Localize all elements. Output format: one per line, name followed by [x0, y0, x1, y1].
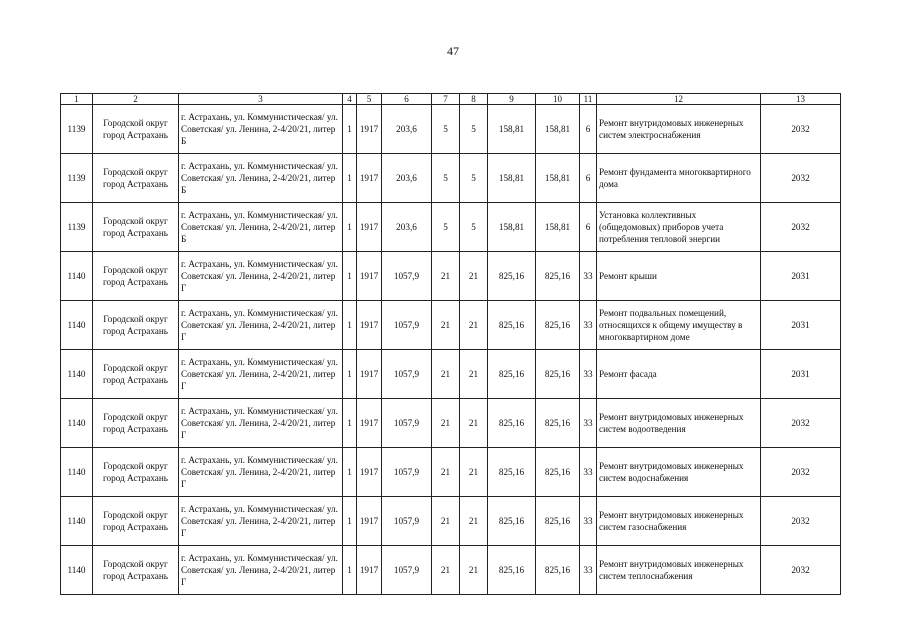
- table-cell: 21: [432, 399, 460, 448]
- table-cell: 825,16: [488, 301, 536, 350]
- table-cell: 21: [432, 497, 460, 546]
- table-cell: 1917: [357, 448, 382, 497]
- table-cell: Городской округ город Астрахань: [93, 252, 179, 301]
- table-cell: 1057,9: [382, 399, 432, 448]
- table-cell: 21: [460, 350, 488, 399]
- table-cell: 1917: [357, 497, 382, 546]
- column-header: 9: [488, 94, 536, 105]
- table-row: [61, 252, 841, 301]
- table-cell: 21: [432, 301, 460, 350]
- table-cell: 6: [580, 105, 597, 154]
- table-cell: 825,16: [488, 497, 536, 546]
- table-cell: Городской округ город Астрахань: [93, 497, 179, 546]
- table-cell: г. Астрахань, ул. Коммунистическая/ ул. Советская/ ул. Ленина, 2-4/20/21, литер Г: [179, 448, 343, 497]
- header-row: [61, 94, 841, 105]
- table-cell: 1: [343, 546, 357, 595]
- table-cell: 158,81: [488, 105, 536, 154]
- table-cell: 825,16: [488, 448, 536, 497]
- table-cell: 1917: [357, 154, 382, 203]
- table-cell: Ремонт крыши: [597, 252, 761, 301]
- table-cell: 21: [460, 252, 488, 301]
- table-cell: 33: [580, 301, 597, 350]
- table-cell: 2031: [761, 350, 841, 399]
- table-cell: 1140: [61, 350, 93, 399]
- table-cell: 825,16: [536, 350, 580, 399]
- table-cell: 21: [432, 546, 460, 595]
- table-cell: Городской округ город Астрахань: [93, 105, 179, 154]
- table-cell: Ремонт внутридомовых инженерных систем теплоснабжения: [597, 546, 761, 595]
- table-cell: 1917: [357, 301, 382, 350]
- table-cell: Ремонт внутридомовых инженерных систем водоснабжения: [597, 448, 761, 497]
- table-cell: г. Астрахань, ул. Коммунистическая/ ул. Советская/ ул. Ленина, 2-4/20/21, литер Б: [179, 154, 343, 203]
- table-row: [61, 301, 841, 350]
- table-cell: г. Астрахань, ул. Коммунистическая/ ул. Советская/ ул. Ленина, 2-4/20/21, литер Г: [179, 497, 343, 546]
- table-cell: 33: [580, 448, 597, 497]
- table-cell: 1057,9: [382, 546, 432, 595]
- table-cell: Ремонт фасада: [597, 350, 761, 399]
- table-cell: 1057,9: [382, 497, 432, 546]
- table-cell: 1: [343, 105, 357, 154]
- table-cell: 2032: [761, 546, 841, 595]
- page-number: 47: [447, 44, 459, 58]
- column-header: 13: [761, 94, 841, 105]
- table-cell: Установка коллективных (общедомовых) приборов учета потребления тепловой энергии: [597, 203, 761, 252]
- table-row: [61, 350, 841, 399]
- table-cell: г. Астрахань, ул. Коммунистическая/ ул. Советская/ ул. Ленина, 2-4/20/21, литер Г: [179, 546, 343, 595]
- column-header: 1: [61, 94, 93, 105]
- table-cell: 1: [343, 154, 357, 203]
- table-cell: 1: [343, 448, 357, 497]
- table-cell: 825,16: [488, 399, 536, 448]
- table-cell: Ремонт подвальных помещений, относящихся к общему имуществу в многоквартирном доме: [597, 301, 761, 350]
- table-row: [61, 203, 841, 252]
- table-cell: 21: [460, 448, 488, 497]
- table-cell: 203,6: [382, 203, 432, 252]
- table-cell: г. Астрахань, ул. Коммунистическая/ ул. Советская/ ул. Ленина, 2-4/20/21, литер Г: [179, 350, 343, 399]
- table-cell: 203,6: [382, 105, 432, 154]
- table-cell: 1: [343, 252, 357, 301]
- table-cell: г. Астрахань, ул. Коммунистическая/ ул. Советская/ ул. Ленина, 2-4/20/21, литер Б: [179, 203, 343, 252]
- column-header: 3: [179, 94, 343, 105]
- table-cell: 825,16: [536, 399, 580, 448]
- table-cell: 1139: [61, 105, 93, 154]
- table-cell: 2032: [761, 105, 841, 154]
- table-cell: 1139: [61, 203, 93, 252]
- table-cell: 6: [580, 203, 597, 252]
- table-cell: 825,16: [536, 448, 580, 497]
- table-cell: Ремонт внутридомовых инженерных систем водоотведения: [597, 399, 761, 448]
- table-body: [61, 105, 841, 595]
- table-cell: 33: [580, 497, 597, 546]
- table-cell: 1: [343, 203, 357, 252]
- table-cell: 1: [343, 301, 357, 350]
- table-cell: 1917: [357, 350, 382, 399]
- column-header: 5: [357, 94, 382, 105]
- table-cell: 1917: [357, 203, 382, 252]
- table-cell: Городской округ город Астрахань: [93, 448, 179, 497]
- column-header: 2: [93, 94, 179, 105]
- table-cell: 1057,9: [382, 350, 432, 399]
- table-cell: 2032: [761, 448, 841, 497]
- table-cell: 2032: [761, 154, 841, 203]
- table-cell: Ремонт внутридомовых инженерных систем газоснабжения: [597, 497, 761, 546]
- table-cell: 1140: [61, 546, 93, 595]
- column-header: 11: [580, 94, 597, 105]
- table-cell: Городской округ город Астрахань: [93, 301, 179, 350]
- table-row: [61, 399, 841, 448]
- table-cell: 825,16: [488, 252, 536, 301]
- table-cell: 158,81: [536, 154, 580, 203]
- table-cell: 33: [580, 546, 597, 595]
- table-cell: 825,16: [536, 546, 580, 595]
- table-cell: 158,81: [488, 154, 536, 203]
- table-cell: 21: [460, 301, 488, 350]
- table-cell: 1140: [61, 399, 93, 448]
- table-cell: 158,81: [536, 203, 580, 252]
- column-header: 12: [597, 94, 761, 105]
- table-cell: 2031: [761, 301, 841, 350]
- table-cell: 825,16: [536, 252, 580, 301]
- table-cell: 33: [580, 350, 597, 399]
- table-cell: 1140: [61, 301, 93, 350]
- table-cell: 2032: [761, 203, 841, 252]
- table-cell: Городской округ город Астрахань: [93, 350, 179, 399]
- table-cell: 825,16: [536, 497, 580, 546]
- table-cell: Ремонт фундамента многоквартирного дома: [597, 154, 761, 203]
- table-cell: 1917: [357, 546, 382, 595]
- table-cell: 1917: [357, 105, 382, 154]
- table-cell: 5: [432, 154, 460, 203]
- table-cell: г. Астрахань, ул. Коммунистическая/ ул. Советская/ ул. Ленина, 2-4/20/21, литер Г: [179, 399, 343, 448]
- table-cell: Городской округ город Астрахань: [93, 546, 179, 595]
- table-row: [61, 546, 841, 595]
- table-cell: 2032: [761, 497, 841, 546]
- table-cell: 1140: [61, 252, 93, 301]
- table-cell: 1057,9: [382, 252, 432, 301]
- table-row: [61, 497, 841, 546]
- table-cell: 2031: [761, 252, 841, 301]
- table-cell: 1057,9: [382, 301, 432, 350]
- table-cell: 203,6: [382, 154, 432, 203]
- table-cell: г. Астрахань, ул. Коммунистическая/ ул. Советская/ ул. Ленина, 2-4/20/21, литер Г: [179, 301, 343, 350]
- column-header: 4: [343, 94, 357, 105]
- table-cell: 825,16: [488, 546, 536, 595]
- column-header: 7: [432, 94, 460, 105]
- table-cell: 1: [343, 350, 357, 399]
- table-cell: 33: [580, 252, 597, 301]
- table-cell: г. Астрахань, ул. Коммунистическая/ ул. Советская/ ул. Ленина, 2-4/20/21, литер Б: [179, 105, 343, 154]
- table-cell: Ремонт внутридомовых инженерных систем электроснабжения: [597, 105, 761, 154]
- table-cell: 5: [460, 154, 488, 203]
- table-cell: 1140: [61, 448, 93, 497]
- table-cell: 5: [432, 105, 460, 154]
- column-header: 8: [460, 94, 488, 105]
- table-cell: 1917: [357, 252, 382, 301]
- table-cell: 5: [432, 203, 460, 252]
- table-cell: 21: [460, 399, 488, 448]
- table-cell: 21: [432, 252, 460, 301]
- table-cell: 21: [460, 546, 488, 595]
- table-cell: 1917: [357, 399, 382, 448]
- capital-repair-table: [60, 93, 841, 595]
- table-cell: 33: [580, 399, 597, 448]
- table-cell: 21: [432, 350, 460, 399]
- table-cell: Городской округ город Астрахань: [93, 203, 179, 252]
- table-cell: 1: [343, 497, 357, 546]
- table-cell: 2032: [761, 399, 841, 448]
- table-cell: 1140: [61, 497, 93, 546]
- table-cell: 825,16: [488, 350, 536, 399]
- column-header: 6: [382, 94, 432, 105]
- table-cell: г. Астрахань, ул. Коммунистическая/ ул. Советская/ ул. Ленина, 2-4/20/21, литер Г: [179, 252, 343, 301]
- table-cell: 1057,9: [382, 448, 432, 497]
- table-cell: 1139: [61, 154, 93, 203]
- table-cell: 5: [460, 105, 488, 154]
- table-row: [61, 105, 841, 154]
- table-cell: 21: [432, 448, 460, 497]
- table-row: [61, 448, 841, 497]
- table-cell: 158,81: [536, 105, 580, 154]
- table-cell: 21: [460, 497, 488, 546]
- table-cell: 1: [343, 399, 357, 448]
- table-cell: 158,81: [488, 203, 536, 252]
- table-cell: 825,16: [536, 301, 580, 350]
- table-cell: Городской округ город Астрахань: [93, 154, 179, 203]
- table-row: [61, 154, 841, 203]
- table-cell: 6: [580, 154, 597, 203]
- table-cell: 5: [460, 203, 488, 252]
- table-cell: Городской округ город Астрахань: [93, 399, 179, 448]
- column-header: 10: [536, 94, 580, 105]
